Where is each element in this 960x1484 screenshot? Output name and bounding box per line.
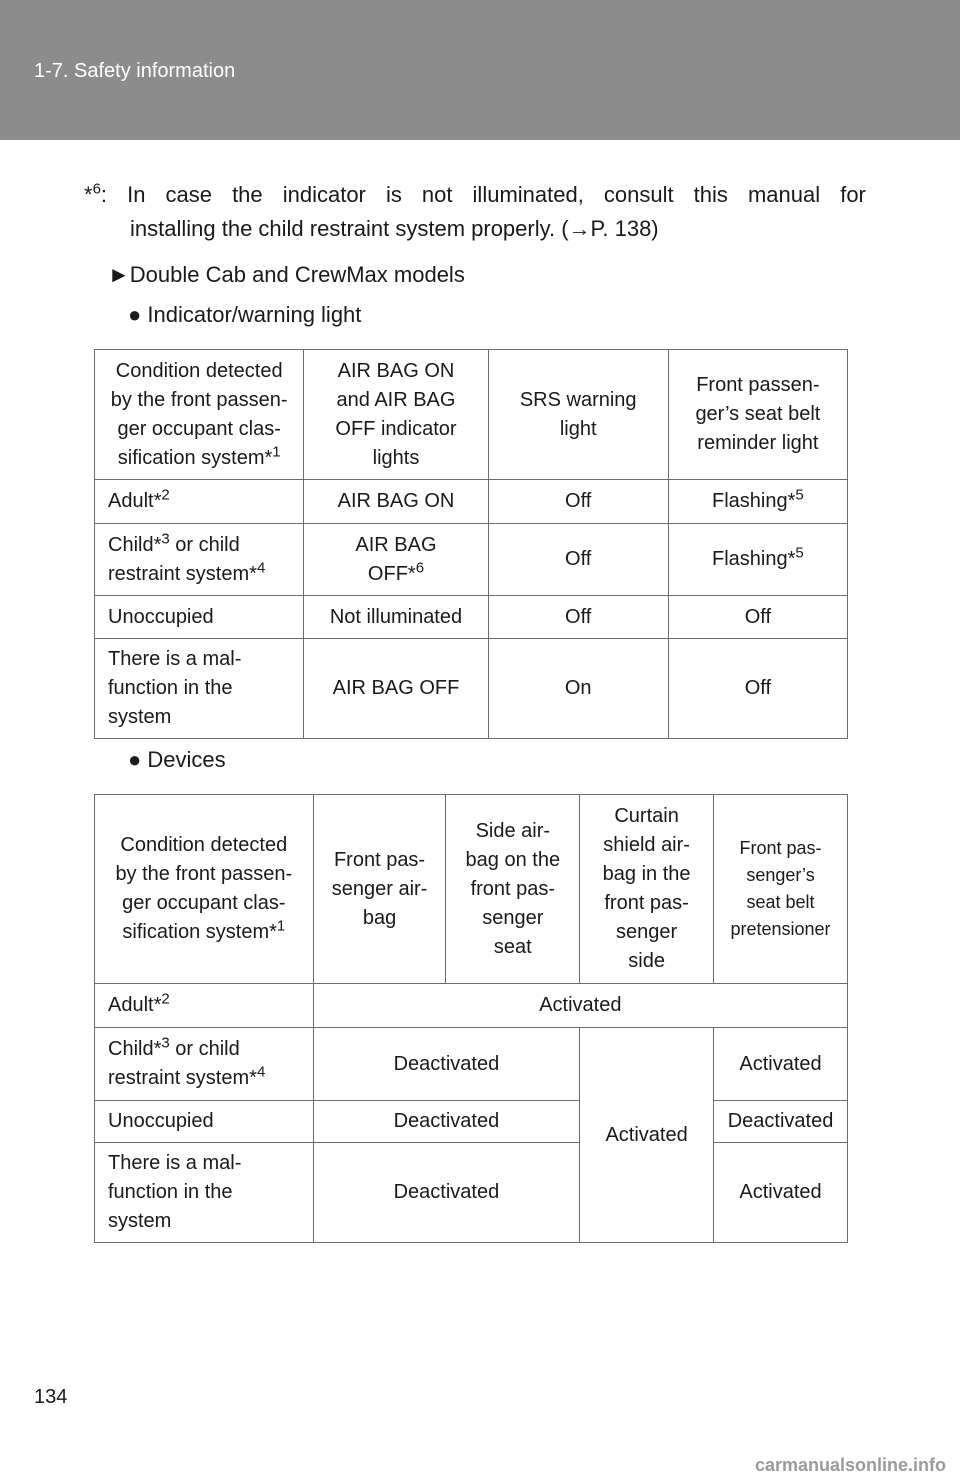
word: case bbox=[165, 182, 212, 207]
cell-condition: There is a mal- function in the system bbox=[95, 639, 304, 739]
table-header-row bbox=[95, 350, 848, 480]
cell-srs: Off bbox=[488, 480, 668, 524]
cell-pretensioner: Deactivated bbox=[714, 1101, 848, 1143]
table-row bbox=[95, 524, 848, 596]
word: for bbox=[840, 182, 866, 207]
word: In bbox=[127, 182, 146, 207]
cell-curtain: Activated bbox=[580, 1028, 714, 1243]
cell-srs: Off bbox=[488, 524, 668, 596]
devices-table bbox=[94, 794, 848, 1243]
word: not bbox=[421, 182, 453, 207]
cell-condition: Unoccupied bbox=[95, 596, 304, 639]
footnote-line2: installing the child restraint system properly. (→P. 138) bbox=[130, 216, 659, 241]
table-row bbox=[95, 596, 848, 639]
header-curtain-airbag: Curtain shield air- bag in the front pas- senger side bbox=[580, 795, 714, 984]
header-seat-belt-reminder: Front passen- ger’s seat belt reminder light bbox=[668, 350, 847, 480]
table-row bbox=[95, 984, 848, 1028]
cell-indicator: Not illuminated bbox=[304, 596, 488, 639]
table-row bbox=[95, 639, 848, 739]
table-row bbox=[95, 480, 848, 524]
header-airbag-indicator: AIR BAG ON and AIR BAG OFF indicator lights bbox=[304, 350, 488, 480]
table-row bbox=[95, 1028, 848, 1101]
cell-srs: Off bbox=[488, 596, 668, 639]
cell-condition: Adult*$^2$ bbox=[95, 480, 304, 524]
models-heading: ►Double Cab and CrewMax models bbox=[108, 262, 465, 287]
cell-indicator: AIR BAG OFF*$^6$ bbox=[304, 524, 488, 596]
indicator-heading: ● Indicator/warning light bbox=[128, 302, 362, 327]
header-condition: Condition detected by the front passen- ger occupant clas- sification system*$^1$ bbox=[95, 795, 314, 984]
cell-indicator: AIR BAG OFF bbox=[304, 639, 488, 739]
cell-reminder: Off bbox=[668, 596, 847, 639]
cell-front-side: Deactivated bbox=[313, 1143, 580, 1243]
cell-reminder: Flashing*$^5$ bbox=[668, 524, 847, 596]
table-row bbox=[95, 1143, 848, 1243]
page-number: 134 bbox=[34, 1386, 68, 1408]
word: this bbox=[693, 182, 728, 207]
cell-indicator: AIR BAG ON bbox=[304, 480, 488, 524]
word: manual bbox=[747, 182, 821, 207]
table-row bbox=[95, 1101, 848, 1143]
page-header bbox=[0, 0, 960, 140]
cell-condition: Unoccupied bbox=[95, 1101, 314, 1143]
cell-condition: There is a mal- function in the system bbox=[95, 1143, 314, 1243]
cell-pretensioner: Activated bbox=[714, 1143, 848, 1243]
cell-condition: Adult*$^2$ bbox=[95, 984, 314, 1028]
header-front-airbag: Front pas- senger air- bag bbox=[313, 795, 446, 984]
watermark: carmanualsonline.info bbox=[754, 1455, 946, 1475]
cell-condition: Child*$^3$ or child restraint system*$^4$ bbox=[95, 1028, 314, 1101]
section-title-header: 1-7. Safety information bbox=[34, 60, 236, 82]
cell-condition: Child*$^3$ or child restraint system*$^4$ bbox=[95, 524, 304, 596]
cell-front-side: Deactivated bbox=[313, 1101, 580, 1143]
word: the bbox=[232, 182, 263, 207]
cell-front-side: Deactivated bbox=[313, 1028, 580, 1101]
header-pretensioner: Front pas- senger’s seat belt pretensioner bbox=[714, 795, 848, 984]
table-header-row bbox=[95, 795, 848, 984]
cell-srs: On bbox=[488, 639, 668, 739]
header-condition: Condition detected by the front passen- ger occupant clas- sification system*$^1$ bbox=[95, 350, 304, 480]
cell-all-activated: Activated bbox=[313, 984, 847, 1028]
cell-reminder: Flashing*$^5$ bbox=[668, 480, 847, 524]
word: illuminated, bbox=[472, 182, 584, 207]
cell-reminder: Off bbox=[668, 639, 847, 739]
word: consult bbox=[603, 182, 674, 207]
word: is bbox=[385, 182, 402, 207]
header-srs-warning: SRS warning light bbox=[488, 350, 668, 480]
footnote-marker: *$^6$: bbox=[84, 180, 108, 207]
header-side-airbag: Side air- bag on the front pas- senger seat bbox=[446, 795, 580, 984]
footnote-6 bbox=[84, 178, 866, 246]
devices-heading: ● Devices bbox=[128, 747, 226, 772]
indicator-table bbox=[94, 349, 848, 739]
cell-pretensioner: Activated bbox=[714, 1028, 848, 1101]
word: indicator bbox=[282, 182, 366, 207]
footnote-line1 bbox=[84, 178, 866, 212]
